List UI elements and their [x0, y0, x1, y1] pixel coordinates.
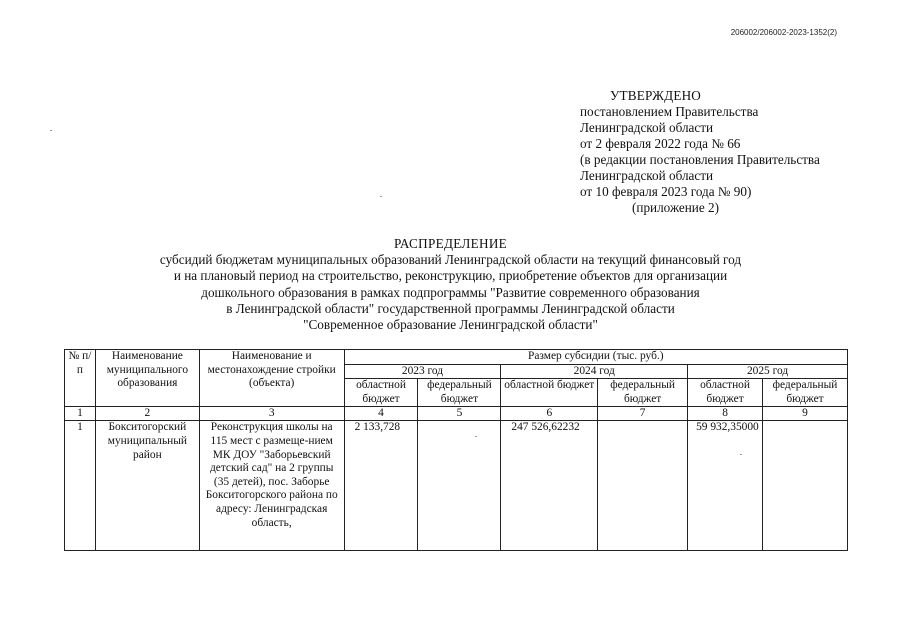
amount-2025-regional: 59 932,35000	[688, 421, 763, 551]
title-line: субсидий бюджетам муниципальных образований Ленинградской области на текущий финансовый год	[159, 252, 742, 268]
header-year-2025: 2025 год	[688, 364, 848, 379]
row-number: 1	[65, 421, 96, 551]
amount-2024-federal	[598, 421, 688, 551]
column-number: 9	[763, 407, 848, 421]
column-number: 1	[65, 407, 96, 421]
approval-line: Ленинградской области	[580, 120, 714, 135]
approval-line: (в редакции постановления Правительства	[580, 152, 820, 167]
title-line: дошкольного образования в рамках подпрограммы "Развитие современного образования	[201, 284, 700, 300]
title-line: и на плановый период на строительство, реконструкцию, приобретение объектов для организации	[173, 268, 728, 284]
title-line: в Ленинградской области" государственной программы Ленинградской области	[226, 300, 675, 316]
header-federal: федеральный бюджет	[418, 379, 501, 407]
document-title	[0, 236, 901, 333]
column-number: 2	[95, 407, 199, 421]
header-regional: областной бюджет	[688, 379, 763, 407]
scan-speck	[50, 130, 52, 131]
amount-2024-regional: 247 526,62232	[501, 421, 598, 551]
approval-heading: УТВЕРЖДЕНО	[610, 88, 702, 103]
column-number: 6	[501, 407, 598, 421]
header-regional: областной бюджет	[344, 379, 418, 407]
scan-speck	[740, 454, 742, 455]
municipality-cell: Бокситогорский муниципальный район	[95, 421, 199, 551]
column-number: 7	[598, 407, 688, 421]
approval-line: от 10 февраля 2023 года № 90)	[580, 184, 752, 199]
appendix-label: (приложение 2)	[632, 200, 719, 215]
header-object: Наименование и местонахождение стройки (объекта)	[199, 350, 344, 407]
subsidy-table	[64, 349, 848, 551]
approval-line: постановлением Правительства	[580, 104, 759, 119]
table-row	[65, 421, 848, 551]
approval-line: Ленинградской области	[580, 168, 714, 183]
title-line: "Современное образование Ленинградской области"	[303, 317, 598, 333]
amount-2023-federal	[418, 421, 501, 551]
header-federal: федеральный бюджет	[598, 379, 688, 407]
column-number: 3	[199, 407, 344, 421]
header-regional: областной бюджет	[501, 379, 598, 407]
scan-speck	[475, 436, 477, 437]
title-heading: РАСПРЕДЕЛЕНИЕ	[393, 236, 508, 251]
header-federal: федеральный бюджет	[763, 379, 848, 407]
header-subsidy: Размер субсидии (тыс. руб.)	[344, 350, 847, 365]
object-cell: Реконструкция школы на 115 мест с размеще-нием МК ДОУ "Заборьевский детский сад" на 2 группы (35 детей), пос. Заборье Бокситогорского района по адресу: Ленинградская область,	[199, 421, 344, 551]
amount-2025-federal	[763, 421, 848, 551]
header-row	[65, 350, 848, 365]
column-number: 8	[688, 407, 763, 421]
column-number: 5	[418, 407, 501, 421]
header-num: № п/п	[65, 350, 96, 407]
header-year-2023: 2023 год	[344, 364, 501, 379]
header-municipality: Наименование муниципального образования	[95, 350, 199, 407]
document-number: 206002/206002-2023-1352(2)	[730, 28, 837, 37]
approval-block	[580, 88, 820, 216]
column-number-row	[65, 407, 848, 421]
column-number: 4	[344, 407, 418, 421]
approval-line: от 2 февраля 2022 года № 66	[580, 136, 741, 151]
header-year-2024: 2024 год	[501, 364, 688, 379]
scan-speck	[380, 196, 382, 197]
amount-2023-regional: 2 133,728	[344, 421, 418, 551]
